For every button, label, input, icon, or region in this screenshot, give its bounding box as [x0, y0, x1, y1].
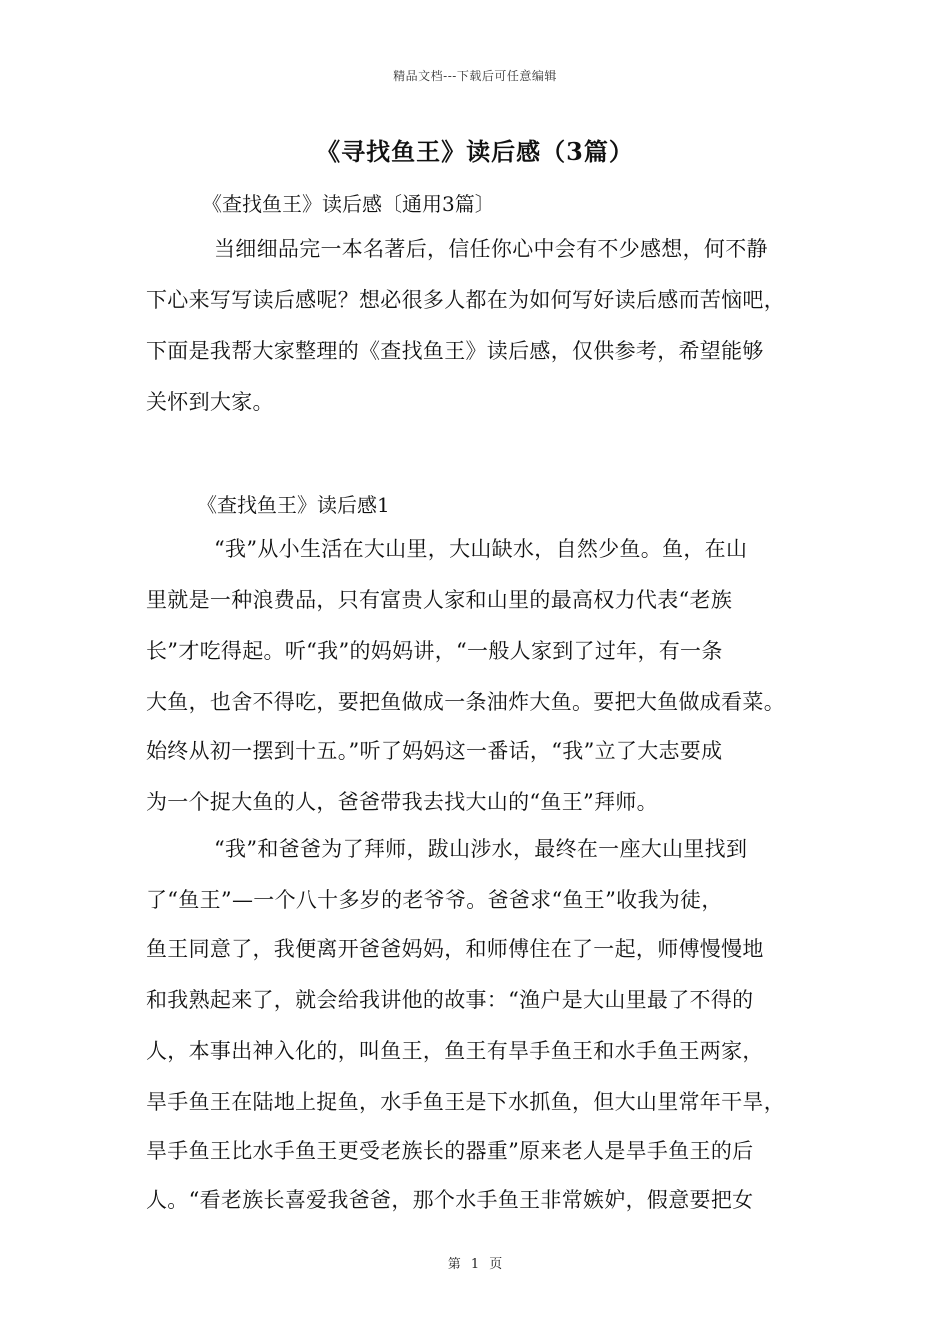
paragraph-line: 大鱼，也舍不得吃，要把鱼做成一条油炸大鱼。要把大鱼做成看菜。 — [146, 690, 785, 714]
section-heading: 《查找鱼王》读后感1 — [197, 493, 390, 517]
footer-prefix: 第 — [447, 1257, 461, 1272]
paragraph-line: 关怀到大家。 — [146, 390, 274, 414]
paragraph-line: 和我熟起来了，就会给我讲他的故事：“渔户是大山里最了不得的 — [146, 988, 754, 1012]
paragraph-line: 鱼王同意了，我便离开爸爸妈妈，和师傅住在了一起，师傅慢慢地 — [146, 937, 764, 961]
paragraph-line: 长”才吃得起。听“我”的妈妈讲，“一般人家到了过年，有一条 — [146, 639, 723, 663]
paragraph-line: 下心来写写读后感呢？想必很多人都在为如何写好读后感而苦恼吧， — [146, 288, 785, 312]
paragraph-line: 旱手鱼王比水手鱼王更受老族长的器重”原来老人是旱手鱼王的后 — [146, 1139, 754, 1163]
paragraph-line: 人。“看老族长喜爱我爸爸，那个水手鱼王非常嫉妒，假意要把女 — [146, 1188, 754, 1212]
paragraph-line: 旱手鱼王在陆地上捉鱼，水手鱼王是下水抓鱼，但大山里常年干旱， — [146, 1090, 785, 1114]
footer-suffix: 页 — [489, 1257, 503, 1272]
paragraph-line: 人，本事出神入化的，叫鱼王，鱼王有旱手鱼王和水手鱼王两家， — [146, 1039, 764, 1063]
page-number: 1 — [470, 1257, 480, 1272]
paragraph-line: 始终从初一摆到十五。”听了妈妈这一番话，“我”立了大志要成 — [146, 739, 723, 763]
document-subtitle: 《查找鱼王》读后感〔通用3篇〕 — [202, 192, 495, 216]
page-header: 精品文档---下载后可任意编辑 — [393, 69, 557, 83]
paragraph-line: 当细细品完一本名著后，信任你心中会有不少感想，何不静 — [214, 237, 768, 261]
paragraph-line: “我”从小生活在大山里，大山缺水，自然少鱼。鱼，在山 — [214, 537, 748, 561]
document-title: 《寻找鱼王》读后感（3篇） — [316, 137, 634, 166]
paragraph-line: 了“鱼王”—一个八十多岁的老爷爷。爸爸求“鱼王”收我为徒， — [146, 888, 723, 912]
page-footer — [0, 1253, 950, 1272]
paragraph-line: “我”和爸爸为了拜师，跋山涉水，最终在一座大山里找到 — [214, 837, 748, 861]
paragraph-line: 里就是一种浪费品，只有富贵人家和山里的最高权力代表“老族 — [146, 588, 733, 612]
paragraph-line: 下面是我帮大家整理的《查找鱼王》读后感，仅供参考，希望能够 — [146, 339, 764, 363]
paragraph-line: 为一个捉大鱼的人，爸爸带我去找大山的“鱼王”拜师。 — [146, 790, 658, 814]
